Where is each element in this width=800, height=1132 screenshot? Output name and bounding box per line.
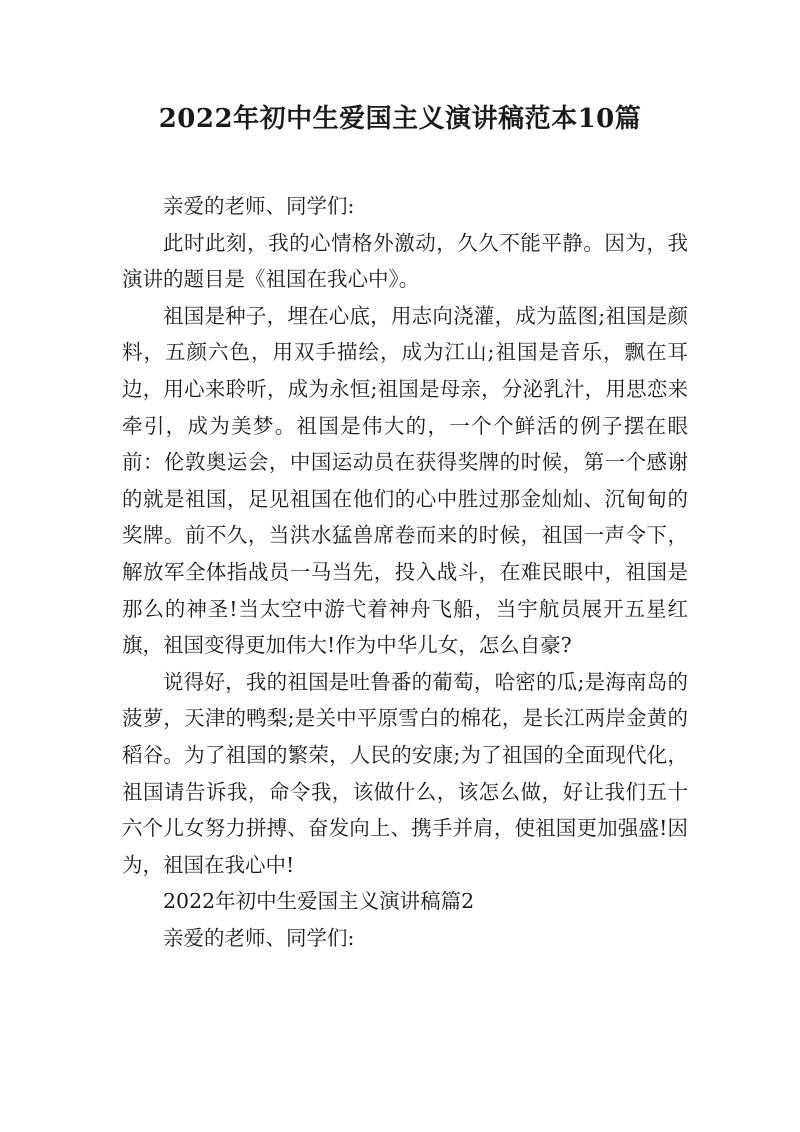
- section-heading-2: 2022年初中生爱国主义演讲稿篇2: [163, 889, 475, 914]
- paragraph-salutation: 亲爱的老师、同学们:: [163, 194, 355, 218]
- paragraph-intro: 此时此刻，我的心情格外激动，久久不能平静。因为，我演讲的题目是《祖国在我心中》。: [122, 230, 688, 292]
- paragraph-pride: 说得好，我的祖国是吐鲁番的葡萄，哈密的瓜;是海南岛的菠萝，天津的鸭梨;是关中平原雪白的棉花，是长江两岸金黄的稻谷。为了祖国的繁荣，人民的安康;为了祖国的全面现代化，祖国请告诉我，命令我，该做什么，该怎么做，好让我们五十六个儿女努力拼搏、奋发向上、携手并肩，使祖国更加强盛!因为，祖国在我心中!: [122, 669, 688, 877]
- document-title: 2022年初中生爱国主义演讲稿范本10篇: [158, 104, 642, 134]
- paragraph-salutation-2: 亲爱的老师、同学们:: [163, 925, 355, 950]
- paragraph-motherland: 祖国是种子，埋在心底，用志向浇灌，成为蓝图;祖国是颜料，五颜六色，用双手描绘，成为江山;祖国是音乐，飘在耳边，用心来聆听，成为永恒;祖国是母亲，分泌乳汁，用思恋来牵引，成为美梦。祖国是伟大的，一个个鲜活的例子摆在眼前：伦敦奥运会，中国运动员在获得奖牌的时候，第一个感谢的就是祖国，足见祖国在他们的心中胜过那金灿灿、沉甸甸的奖牌。前不久，当洪水猛兽席卷而来的时候，祖国一声令下，解放军全体指战员一马当先，投入战斗，在难民眼中，祖国是那么的神圣!当太空中游弋着神舟飞船，当宇航员展开五星红旗，祖国变得更加伟大!作为中华儿女，怎么自豪?: [122, 303, 688, 658]
- document-body: [122, 188, 688, 956]
